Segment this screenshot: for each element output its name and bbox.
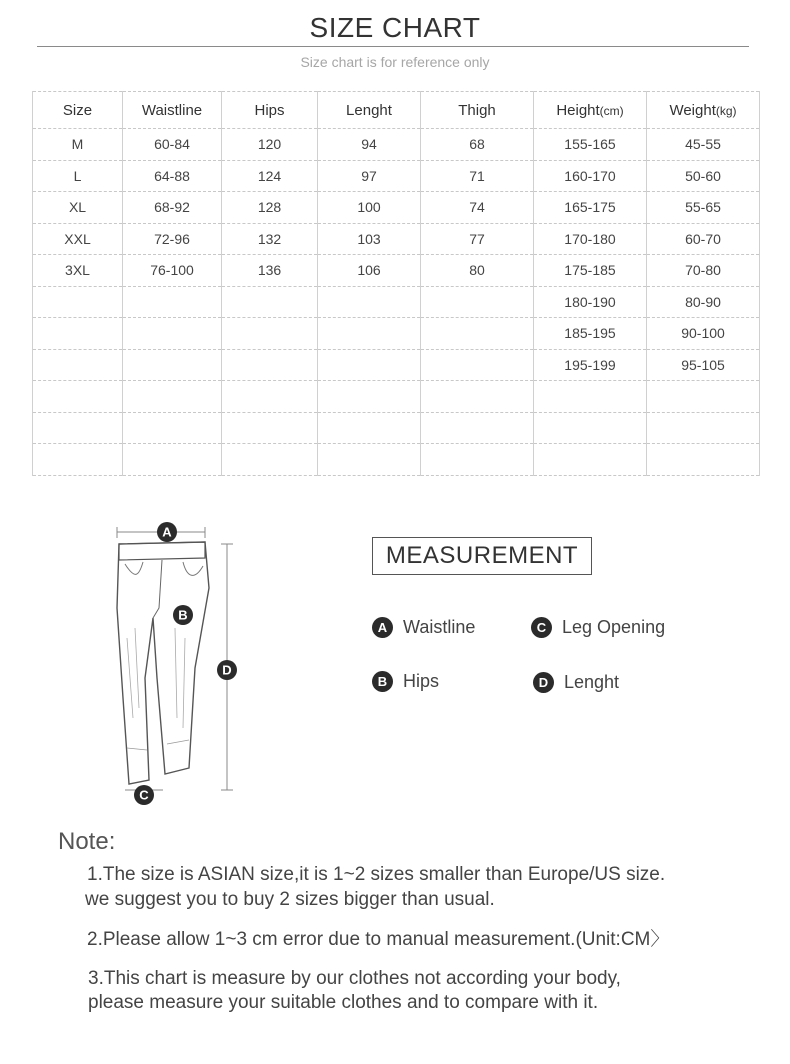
marker-c: [134, 785, 154, 805]
table-cell: 45-55: [647, 129, 760, 161]
table-cell: M: [33, 129, 123, 161]
table-cell: 90-100: [647, 318, 760, 350]
legend-leg-opening: [531, 617, 665, 638]
header-hips: Hips: [222, 92, 318, 129]
table-cell: [222, 444, 318, 476]
table-cell: 50-60: [647, 160, 760, 192]
table-row: [33, 318, 760, 350]
table-cell: [33, 412, 123, 444]
table-cell: [123, 349, 222, 381]
table-row: [33, 444, 760, 476]
table-cell: [222, 381, 318, 413]
svg-text:D: D: [222, 662, 232, 678]
table-cell: 64-88: [123, 160, 222, 192]
table-cell: 132: [222, 223, 318, 255]
table-cell: [318, 412, 421, 444]
note-3-line-2: please measure your suitable clothes and to compare with it.: [88, 992, 599, 1013]
legend-d-badge: D: [533, 672, 554, 693]
table-cell: 74: [421, 192, 534, 224]
table-cell: [123, 412, 222, 444]
table-cell: 120: [222, 129, 318, 161]
table-cell: XXL: [33, 223, 123, 255]
table-cell: [534, 412, 647, 444]
table-row: [33, 129, 760, 161]
table-cell: [421, 444, 534, 476]
table-cell: [421, 381, 534, 413]
table-cell: 180-190: [534, 286, 647, 318]
legend-c-badge: C: [531, 617, 552, 638]
header-thigh: Thigh: [421, 92, 534, 129]
table-cell: 185-195: [534, 318, 647, 350]
header-weight-label: Weight: [669, 101, 716, 119]
table-cell: 165-175: [534, 192, 647, 224]
table-cell: [222, 412, 318, 444]
legend-length: [533, 672, 619, 693]
table-cell: [33, 381, 123, 413]
table-cell: [647, 412, 760, 444]
table-cell: 124: [222, 160, 318, 192]
table-cell: [318, 444, 421, 476]
table-cell: [318, 349, 421, 381]
svg-text:B: B: [178, 607, 188, 623]
note-1-line-2: we suggest you to buy 2 sizes bigger than usual.: [85, 889, 495, 910]
table-cell: [318, 318, 421, 350]
table-row: [33, 255, 760, 287]
table-row: [33, 381, 760, 413]
table-cell: [534, 381, 647, 413]
table-cell: 160-170: [534, 160, 647, 192]
table-cell: [318, 381, 421, 413]
marker-a: [157, 522, 177, 542]
table-cell: 97: [318, 160, 421, 192]
pants-diagram: [105, 518, 245, 808]
legend-a-badge: A: [372, 617, 393, 638]
table-cell: 100: [318, 192, 421, 224]
table-cell: 103: [318, 223, 421, 255]
table-cell: [33, 286, 123, 318]
header-length: Lenght: [318, 92, 421, 129]
marker-d: [217, 660, 237, 680]
title-divider: [37, 46, 749, 47]
legend-d-label: Lenght: [564, 672, 620, 692]
table-cell: [647, 381, 760, 413]
table-cell: [123, 318, 222, 350]
table-row: [33, 286, 760, 318]
table-cell: 68: [421, 129, 534, 161]
table-cell: 94: [318, 129, 421, 161]
svg-text:C: C: [139, 787, 149, 803]
header-weight: [647, 92, 760, 129]
table-cell: [33, 349, 123, 381]
table-cell: 71: [421, 160, 534, 192]
table-cell: [421, 349, 534, 381]
table-cell: [123, 286, 222, 318]
table-cell: [222, 318, 318, 350]
table-cell: 70-80: [647, 255, 760, 287]
header-weight-unit: (kg): [715, 103, 737, 118]
table-cell: 80-90: [647, 286, 760, 318]
legend-waistline: [372, 617, 475, 638]
table-cell: [123, 444, 222, 476]
table-cell: [33, 444, 123, 476]
table-cell: 155-165: [534, 129, 647, 161]
table-cell: 128: [222, 192, 318, 224]
table-header-row: [33, 92, 760, 129]
table-cell: 175-185: [534, 255, 647, 287]
table-cell: 170-180: [534, 223, 647, 255]
legend-b-badge: B: [372, 671, 393, 692]
table-cell: 3XL: [33, 255, 123, 287]
table-cell: 68-92: [123, 192, 222, 224]
table-cell: 60-70: [647, 223, 760, 255]
table-cell: 72-96: [123, 223, 222, 255]
table-cell: 195-199: [534, 349, 647, 381]
table-cell: [421, 318, 534, 350]
header-height-label: Height: [556, 101, 600, 119]
note-1-line-1: 1.The size is ASIAN size,it is 1~2 sizes smaller than Europe/US size.: [87, 864, 666, 885]
table-cell: 80: [421, 255, 534, 287]
table-cell: XL: [33, 192, 123, 224]
table-cell: [318, 286, 421, 318]
legend-c-label: Leg Opening: [562, 617, 666, 637]
table-cell: 106: [318, 255, 421, 287]
marker-b: [173, 605, 193, 625]
legend-a-label: Waistline: [403, 617, 476, 637]
table-cell: [222, 349, 318, 381]
legend-b-label: Hips: [403, 671, 440, 691]
table-cell: 55-65: [647, 192, 760, 224]
table-cell: 136: [222, 255, 318, 287]
page-title: SIZE CHART: [309, 12, 481, 43]
table-cell: [222, 286, 318, 318]
table-cell: L: [33, 160, 123, 192]
table-cell: [534, 444, 647, 476]
table-cell: [33, 318, 123, 350]
table-row: [33, 223, 760, 255]
table-cell: 60-84: [123, 129, 222, 161]
note-2: 2.Please allow 1~3 cm error due to manual measurement.(Unit:CM〉: [87, 929, 670, 950]
size-table: [32, 91, 760, 476]
measurement-title: MEASUREMENT: [372, 537, 592, 575]
table-cell: [421, 412, 534, 444]
table-cell: 76-100: [123, 255, 222, 287]
table-row: [33, 192, 760, 224]
note-3-line-1: 3.This chart is measure by our clothes not according your body,: [88, 968, 621, 989]
table-cell: 95-105: [647, 349, 760, 381]
table-row: [33, 349, 760, 381]
table-cell: [647, 444, 760, 476]
table-cell: [421, 286, 534, 318]
table-cell: 77: [421, 223, 534, 255]
note-title: Note:: [58, 828, 116, 855]
header-height-unit: (cm): [599, 103, 624, 118]
table-row: [33, 412, 760, 444]
header-height: [534, 92, 647, 129]
legend-hips: [372, 671, 439, 692]
table-cell: [123, 381, 222, 413]
page-subtitle: Size chart is for reference only: [300, 54, 490, 70]
table-row: [33, 160, 760, 192]
header-size: Size: [33, 92, 123, 129]
svg-text:A: A: [162, 524, 172, 540]
header-waistline: Waistline: [123, 92, 222, 129]
